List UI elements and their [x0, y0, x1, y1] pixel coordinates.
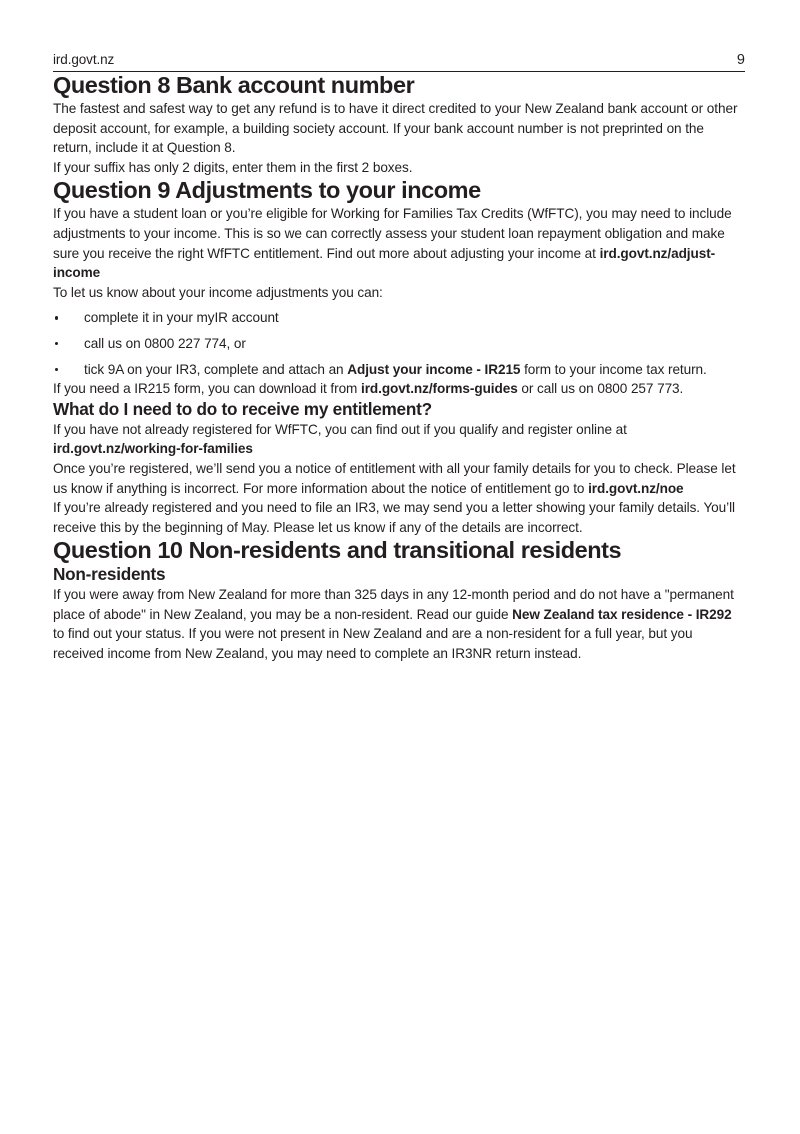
- bullet-dot-icon: [55, 316, 58, 319]
- list-item: [53, 360, 745, 380]
- q9-p2-link-text: ird.govt.nz/forms-guides: [361, 381, 518, 397]
- bullet-dot-icon: [55, 342, 58, 345]
- q9-p2-text-after: or call us on 0800 257 773.: [517, 381, 684, 397]
- bullet-dot-icon: [55, 368, 58, 371]
- question-9-paragraph-2: [53, 379, 745, 399]
- question-8-paragraph-1: The fastest and safest way to get any refund is to have it direct credited to your New Zealand bank account or other deposit account, for example, a building society account. If your bank account number is not preprinted on the return, include it at Question 8.: [53, 101, 738, 156]
- entitlement-paragraph-3: If you’re already registered and you need to file an IR3, we may send you a letter showing your family details. You’ll receive this by the beginning of May. Please let us know if any of the details are incorrect.: [53, 500, 735, 535]
- list-item: [53, 334, 745, 354]
- question-10-heading: Question 10 Non-residents and transitional residents: [53, 537, 622, 564]
- entitlement-paragraph-1: [53, 420, 745, 459]
- nonres-p1-guide-name: New Zealand tax residence - IR292: [512, 606, 732, 622]
- question-9-bullet-list: [53, 308, 745, 379]
- q9-p2-text-before: If you need a IR215 form, you can download it from: [53, 381, 361, 397]
- header-site-url: ird.govt.nz: [53, 52, 115, 67]
- question-8-paragraph-2: If your suffix has only 2 digits, enter them in the first 2 boxes.: [53, 159, 413, 175]
- nonres-p1-text-before: If you were away from New Zealand for more than 325 days in any 12-month period and do not have a "permanent place of abode" in New Zealand, you may be a non-resident. Read our guide: [53, 587, 734, 622]
- entitlement-p1-link-text: ird.govt.nz/working-for-families: [53, 441, 253, 457]
- non-residents-paragraph-1: [53, 585, 745, 663]
- bullet-text: complete it in your myIR account: [84, 310, 279, 326]
- entitlement-p1-text: If you have not already registered for WfFTC, you can find out if you qualify and register online at: [53, 421, 627, 437]
- entitlement-sub-heading: What do I need to do to receive my entitlement?: [53, 398, 432, 419]
- page-content: [53, 52, 745, 664]
- entitlement-paragraph-2: [53, 459, 745, 498]
- question-9-list-intro: To let us know about your income adjustments you can:: [53, 284, 383, 300]
- question-9-heading: Question 9 Adjustments to your income: [53, 177, 481, 204]
- non-residents-sub-heading: Non-residents: [53, 564, 166, 585]
- entitlement-p2-link-text: ird.govt.nz/noe: [588, 480, 684, 496]
- question-8-heading: Question 8 Bank account number: [53, 72, 415, 98]
- bullet-text-after: form to your income tax return.: [520, 361, 707, 377]
- entitlement-p2-text: Once you’re registered, we’ll send you a notice of entitlement with all your family details for you to check. Please let us know if anything is incorrect. For more information about the notice of entitlement go to: [53, 460, 736, 496]
- page-number: 9: [736, 52, 745, 68]
- page-running-header: [53, 52, 745, 72]
- q9-p1-text: If you have a student loan or you’re eligible for Working for Families Tax Credits (WfFTC), you may need to include adjustments to your income. This is so we can correctly assess your student loan repayment obligation and make sure you receive the right WfFTC entitlement. Find out more about adjusting your income at: [53, 206, 732, 261]
- bullet-text: call us on 0800 227 774, or: [84, 335, 246, 351]
- bullet-text: tick 9A on your IR3, complete and attach an: [84, 361, 348, 377]
- list-item: [53, 308, 745, 328]
- nonres-p1-text-after: to find out your status. If you were not present in New Zealand and are a non-resident for a full year, but you received income from New Zealand, you may need to complete an IR3NR return instead.: [53, 626, 693, 662]
- bullet-bold-form-name: Adjust your income - IR215: [347, 361, 521, 377]
- q9-p1-link-text: ird.govt.nz/adjust-income: [53, 245, 716, 281]
- question-9-paragraph-1: [53, 204, 745, 282]
